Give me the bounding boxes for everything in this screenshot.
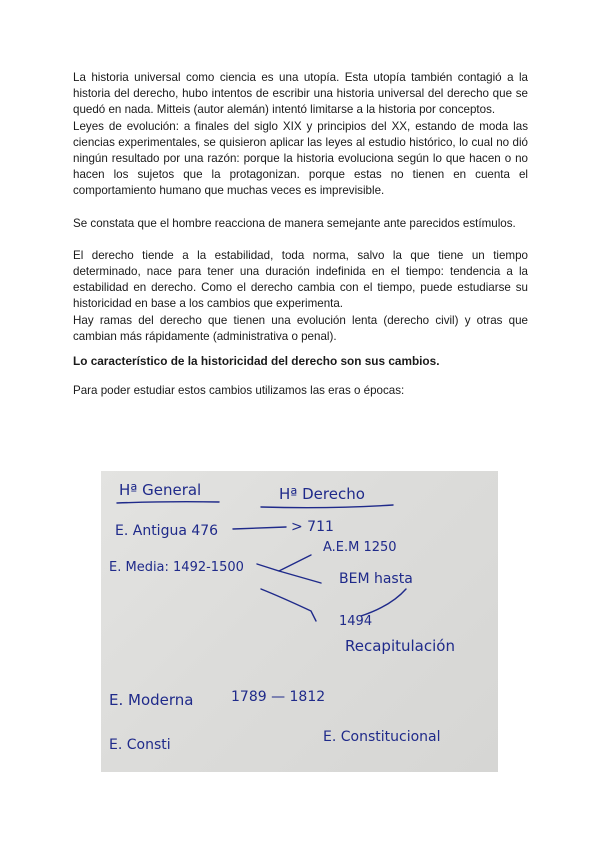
arrow-to-1494-left <box>261 589 316 621</box>
document-body <box>73 70 528 399</box>
hw-header-general: Hª General <box>119 481 202 499</box>
section-heading: Lo característico de la historicidad del derecho son sus cambios. <box>73 354 440 369</box>
paragraph-ramas-derecho: Hay ramas del derecho que tienen una evolución lenta (derecho civil) y otras que cambian más rápidamente (administrativa o penal). <box>73 313 528 343</box>
paragraph-estabilidad: El derecho tiende a la estabilidad, toda norma, salvo la que tiene un tiempo determinado, nace para tener una duración indefinida en el tiempo: tendencia a la estabilidad en derecho. Como el derecho cambia con el tiempo, puede estudiarse su historicidad en base a los cambios que experimenta. <box>73 248 528 311</box>
hw-header-derecho: Hª Derecho <box>279 485 365 503</box>
hw-edad-antigua: E. Antigua 476 <box>115 523 219 539</box>
hw-edad-media: E. Media: 1492-1500 <box>109 560 244 575</box>
hw-edad-moderna: E. Moderna <box>109 691 194 709</box>
hw-recapitulacion: Recapitulación <box>345 637 455 655</box>
branch-lower <box>279 571 321 583</box>
arrow-to-1494-right <box>361 589 406 616</box>
paragraph-leyes-evolucion: Leyes de evolución: a finales del siglo XIX y principios del XX, estando de moda las ciencias experimentales, se quisieron aplicar las leyes al estudio histórico, lo cual no dió ningún resultado por una razón: porque la historia evoluciona según lo que hacen o no hacen los sujetos que la protagonizan. porque estas no tienen en cuenta el comportamiento humano que muchas veces es imprevisible. <box>73 119 528 198</box>
hw-edad-consti: E. Consti <box>109 737 171 753</box>
branch-upper <box>257 555 311 571</box>
hw-antigua-end: > 711 <box>291 519 334 535</box>
handwritten-notes-photo <box>101 471 498 772</box>
underline-derecho <box>261 505 393 508</box>
paragraph-estimulos: Se constata que el hombre reacciona de manera semejante ante parecidos estímulos. <box>73 216 516 230</box>
hw-bem: BEM hasta <box>339 571 413 587</box>
hw-aem: A.E.M 1250 <box>323 540 397 555</box>
arrow-antigua <box>233 527 286 529</box>
hw-moderna-years: 1789 — 1812 <box>231 689 326 705</box>
hw-edad-constitucional: E. Constitucional <box>323 729 441 745</box>
paragraph-intro-eras: Para poder estudiar estos cambios utilizamos las eras o épocas: <box>73 384 405 398</box>
underline-general <box>117 502 219 503</box>
hw-1494: 1494 <box>339 614 373 629</box>
paragraph-historia-universal: La historia universal como ciencia es una utopía. Esta utopía también contagió a la historia del derecho, hubo intentos de escribir una historia universal del derecho que se quedó en nada. Mitteis (autor alemán) intentó limitarse a la historia por conceptos. <box>73 71 528 117</box>
